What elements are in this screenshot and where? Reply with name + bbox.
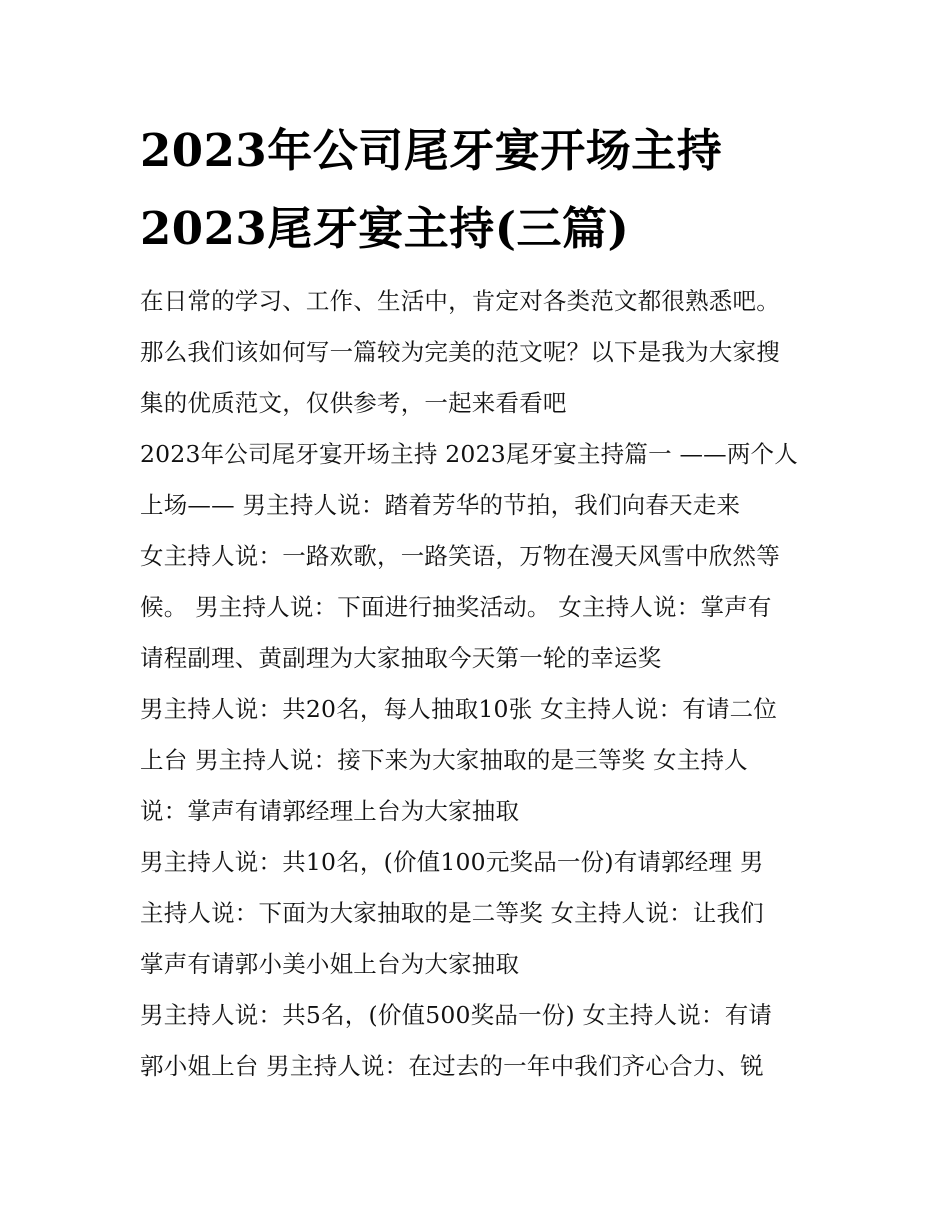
title-line-1: 2023年公司尾牙宴开场主持 — [140, 124, 723, 177]
body-line: 说：掌声有请郭经理上台为大家抽取 — [140, 797, 520, 825]
body-line: 集的优质范文，仅供参考，一起来看看吧 — [140, 389, 567, 417]
body-line: 那么我们该如何写一篇较为完美的范文呢？以下是我为大家搜 — [140, 338, 780, 366]
body-line: 候。 男主持人说：下面进行抽奖活动。 女主持人说：掌声有 — [140, 593, 772, 621]
body-line: 请程副理、黄副理为大家抽取今天第一轮的幸运奖 — [140, 644, 662, 672]
body-line: 男主持人说：共20名，每人抽取10张 女主持人说：有请二位 — [140, 695, 778, 723]
body-line: 男主持人说：共5名，(价值500奖品一份) 女主持人说：有请 — [140, 1001, 773, 1029]
title-line-2: 2023尾牙宴主持(三篇) — [140, 202, 630, 255]
body-line: 主持人说：下面为大家抽取的是二等奖 女主持人说：让我们 — [140, 899, 764, 927]
body-line: 女主持人说：一路欢歌，一路笑语，万物在漫天风雪中欣然等 — [140, 542, 780, 570]
body-line: 2023年公司尾牙宴开场主持 2023尾牙宴主持篇一 ——两个人 — [140, 440, 798, 468]
document-title — [140, 112, 840, 268]
body-line: 男主持人说：共10名，(价值100元奖品一份)有请郭经理 男 — [140, 848, 764, 876]
body-line: 上台 男主持人说：接下来为大家抽取的是三等奖 女主持人 — [140, 746, 748, 774]
body-line: 上场—— 男主持人说：踏着芳华的节拍，我们向春天走来 — [140, 491, 741, 519]
body-line: 郭小姐上台 男主持人说：在过去的一年中我们齐心合力、锐 — [140, 1052, 764, 1080]
body-line: 在日常的学习、工作、生活中，肯定对各类范文都很熟悉吧。 — [140, 287, 780, 315]
document-body — [140, 276, 830, 1092]
body-line: 掌声有请郭小美小姐上台为大家抽取 — [140, 950, 520, 978]
